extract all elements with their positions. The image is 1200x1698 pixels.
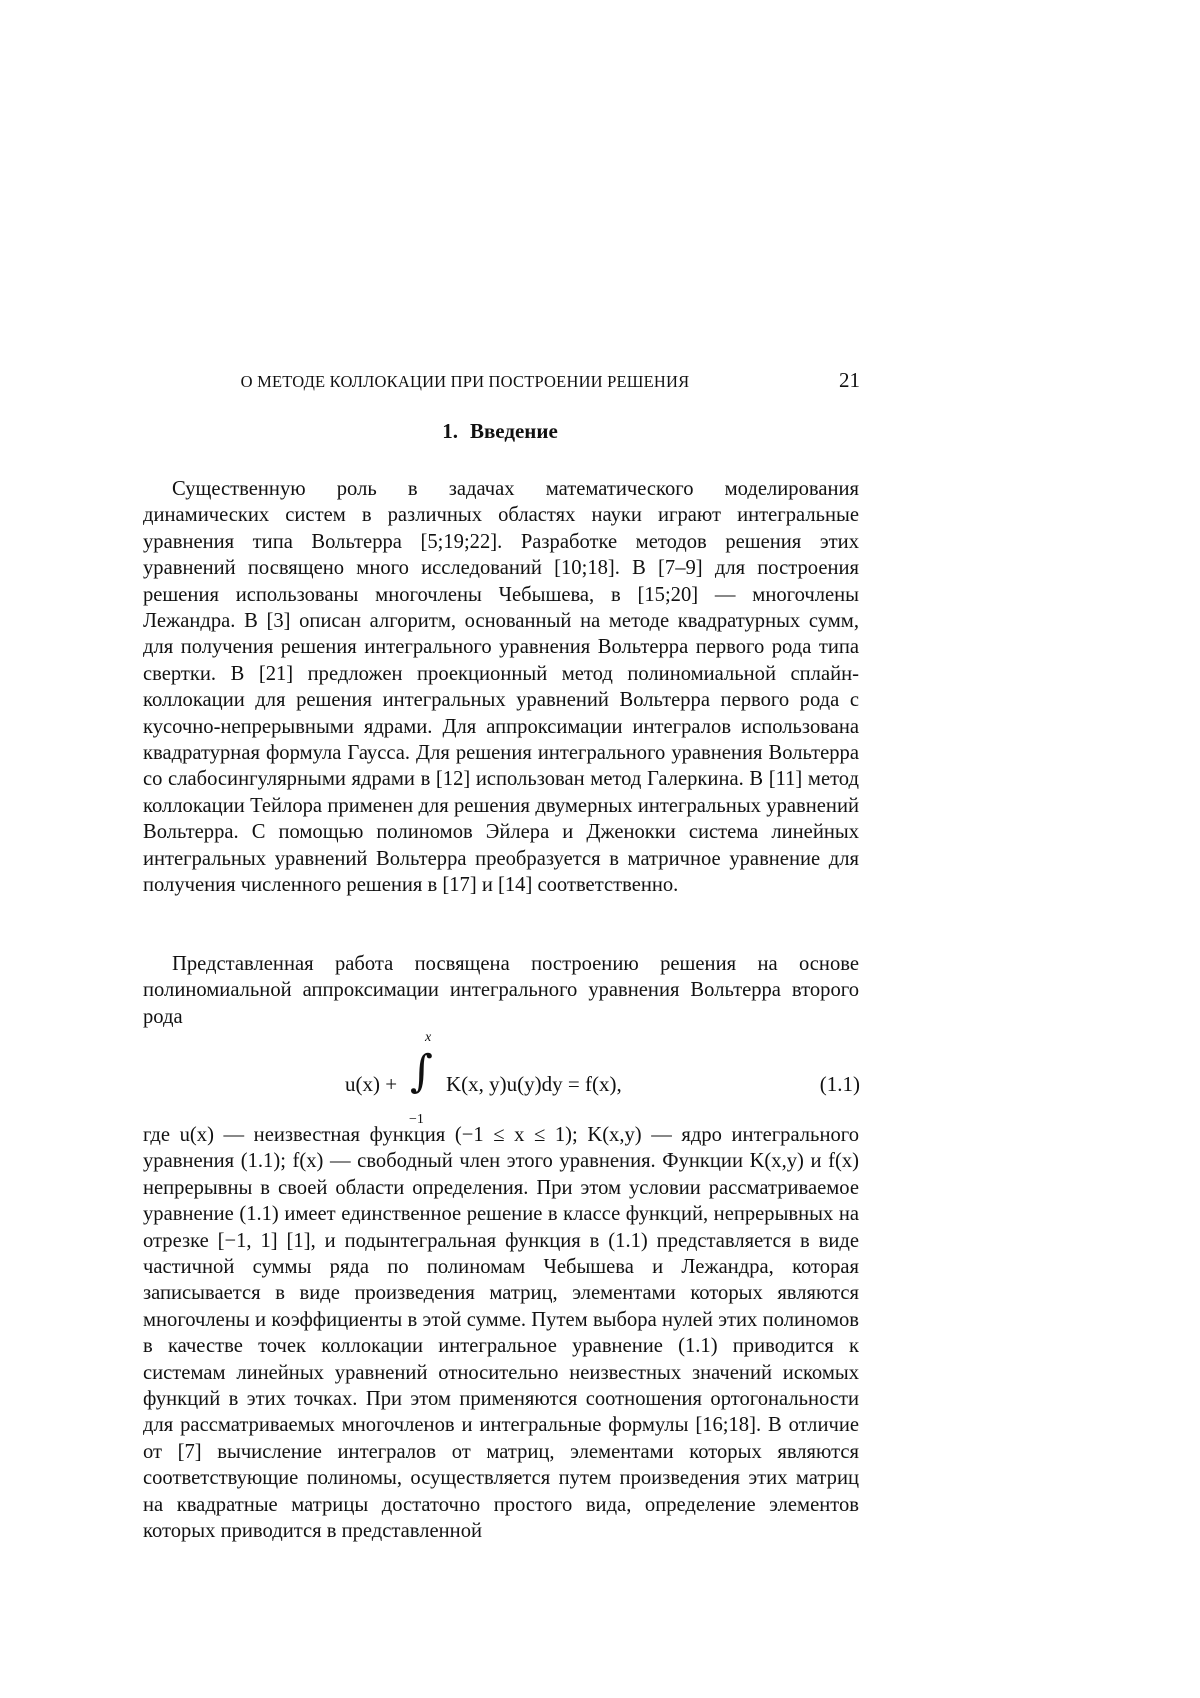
section-title: Введение [469,419,558,443]
integral-lower-limit: −1 [409,1112,424,1127]
section-heading [140,419,860,444]
page-header [140,368,860,402]
paragraph-problem-statement: Представленная работа посвящена построению решения на основе полиномиальной аппроксимации интегрального уравнения Вольтерра второго рода [143,953,859,1028]
equation-label: (1.1) [819,1072,860,1096]
page-number: 21 [839,368,860,392]
paragraph-introduction: Существенную роль в задачах математического моделирования динамических систем в различных областях науки играют интегральные уравнения типа Вольтерра [5;19;22]. Разработке методов решения этих уравнений посвящено много исследований [10;18]. В [7–9] для построения решения использованы многочлены Чебышева, в [15;20] — многочлены Лежандра. В [3] описан алгоритм, основанный на методе квадратурных сумм, для получения решения интегрального уравнения Вольтерра первого рода типа свертки. В [21] предложен проекционный метод полиномиальной сплайн-коллокации для решения интегральных уравнений Вольтерра первого рода с кусочно-непрерывными ядрами. Для аппроксимации интегралов использована квадратурная формула Гаусса. Для решения интегрального уравнения Вольтерра со слабосингулярными ядрами в [12] использован метод Галеркина. В [11] метод коллокации Тейлора применен для решения двумерных интегральных уравнений Вольтерра. С помощью полиномов Эйлера и Дженокки система линейных интегральных уравнений Вольтерра преобразуется в матричное уравнение для получения численного решения в [17] и [14] соответственно. [143,478,859,897]
equation-body [345,1030,665,1127]
paragraph-method-description: где u(x) — неизвестная функция (−1 ≤ x ≤ 1); K(x,y) — ядро интегрального уравнения (1.1); f(x) — свободный член этого уравнения. Функции K(x,y) и f(x) непрерывны в своей области определения. При этом условии рассматриваемое уравнение (1.1) имеет единственное решение в классе функций, непрерывных на отрезке [−1, 1] [1], и подынтегральная функция в (1.1) представляется в виде частичной суммы ряда по полиномам Чебышева и Лежандра, которая записывается в виде произведения матриц, элементами которых являются многочлены и коэффициенты в этой сумме. Путем выбора нулей этих полиномов в качестве точек коллокации интегральное уравнение (1.1) приводится к системам линейных уравнений относительно неизвестных значений искомых функций в этих точках. При этом применяются соотношения ортогональности для рассматриваемых многочленов и интегральные формулы [16;18]. В отличие от [7] вычисление интегралов от матриц, элементами которых являются соответствующие полиномы, осуществляется путем произведения этих матриц на квадратные матрицы достаточно простого вида, определение элементов которых приводится в представленной [143,1124,859,1543]
equation-lhs: u(x) + [345,1072,398,1096]
equation-rhs: K(x, y)u(y)dy = f(x), [446,1072,622,1096]
integral-upper-limit: x [425,1030,432,1045]
equation-1-1 [140,1028,860,1127]
integral-sign: ∫ [410,1046,433,1097]
section-number: 1. [442,419,458,443]
running-title: О МЕТОДЕ КОЛЛОКАЦИИ ПРИ ПОСТРОЕНИИ РЕШЕНИЯ [240,372,690,391]
